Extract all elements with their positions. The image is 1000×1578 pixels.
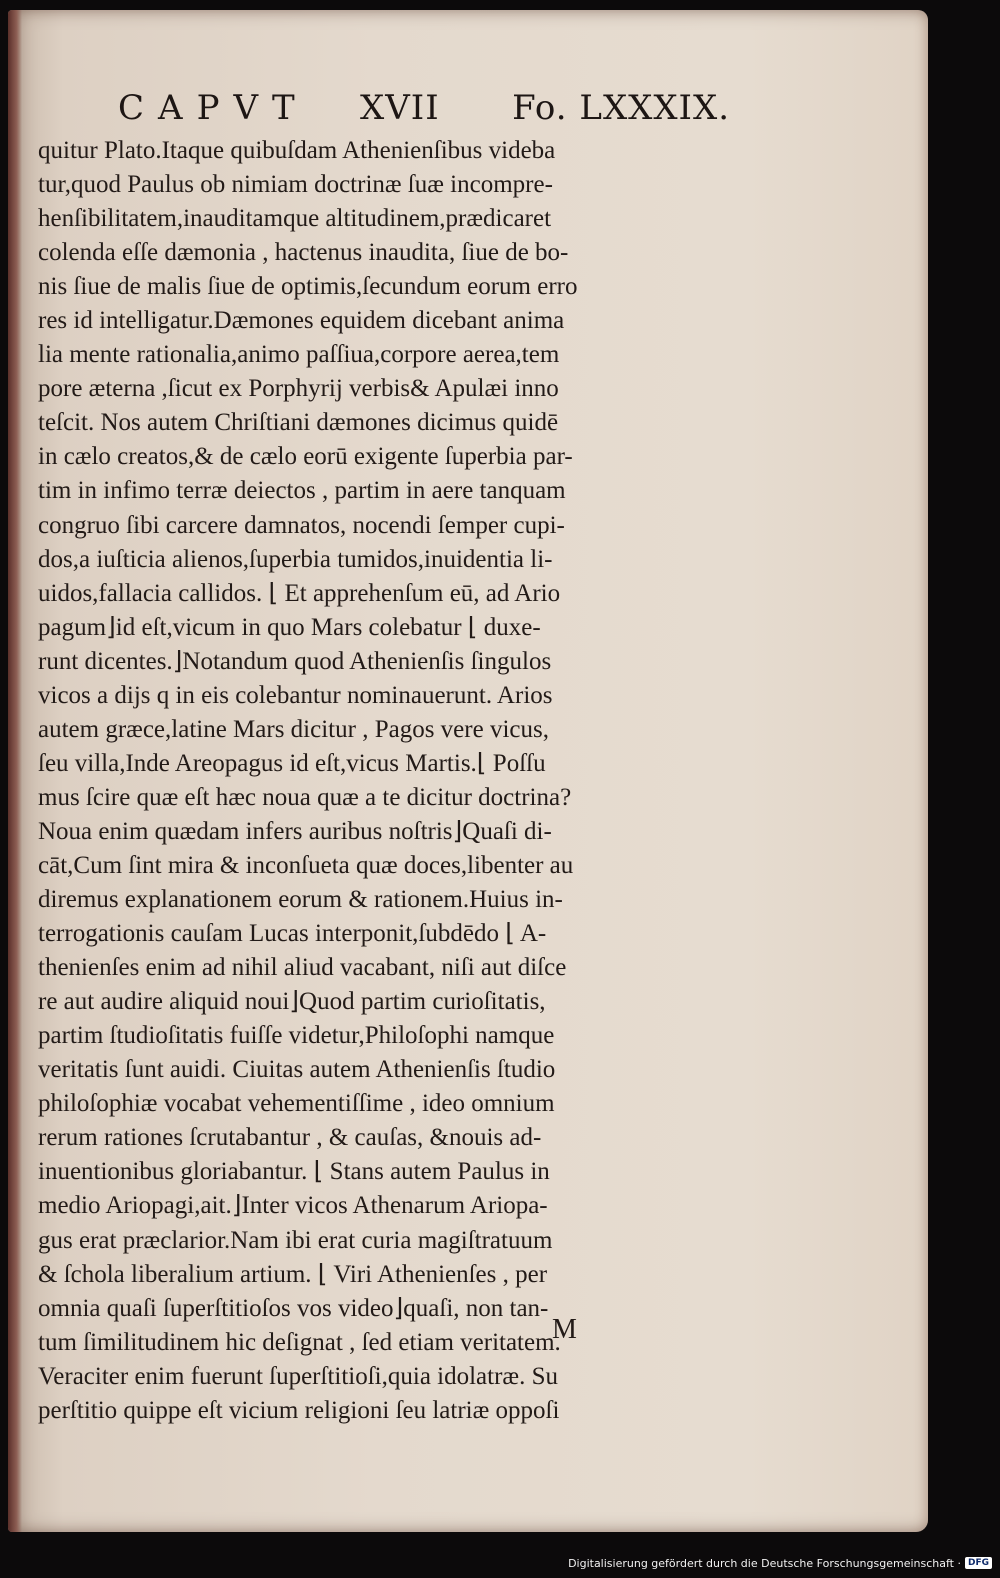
running-header: [118, 88, 730, 134]
text-line: vicos a dijs q in eis colebantur nominauerunt. Arios: [38, 681, 553, 709]
text-line: tim in infimo terræ deiectos , partim in aere tanquam: [38, 477, 566, 505]
body-text: [38, 134, 716, 1428]
text-line: Veraciter enim fuerunt ſuperſtitioſi,quia idolatræ. Su: [38, 1362, 559, 1390]
text-line: thenienſes enim ad nihil aliud vacabant, niſi aut diſce: [38, 954, 567, 982]
digitization-footer: [568, 1554, 992, 1572]
text-line: ſeu villa,Inde Areopagus id eſt,vicus Martis.⌊ Poſſu: [38, 749, 546, 777]
text-line: dos,a iuſticia alienos,ſuperbia tumidos,inuidentia li-: [38, 545, 553, 573]
text-line: Noua enim quædam infers auribus noſtris⌋Quaſi di-: [38, 817, 552, 845]
text-line: nis ſiue de malis ſiue de optimis,ſecundum eorum erro: [38, 273, 578, 301]
text-line: autem græce,latine Mars dicitur , Pagos vere vicus,: [38, 715, 549, 743]
text-line: omnia quaſi ſuperſtitioſos vos video⌋quaſi, non tan-: [38, 1294, 549, 1322]
text-line: inuentionibus gloriabantur. ⌊ Stans autem Paulus in: [38, 1158, 550, 1186]
text-line: terrogationis cauſam Lucas interponit,ſubdēdo ⌊ A-: [38, 920, 547, 948]
text-line: re aut audire aliquid noui⌋Quod partim curioſitatis,: [38, 988, 546, 1016]
text-line: henſibilitatem,inauditamque altitudinem,prædicaret: [38, 205, 552, 233]
text-line: colenda eſſe dæmonia , hactenus inaudita, ſiue de bo-: [38, 239, 569, 267]
text-line: gus erat præclarior.Nam ibi erat curia magiſtratuum: [38, 1226, 553, 1254]
text-line: congruo ſibi carcere damnatos, nocendi ſemper cupi-: [38, 511, 565, 539]
text-line: tur,quod Paulus ob nimiam doctrinæ ſuæ incompre-: [38, 171, 553, 199]
text-line: uidos,fallacia callidos. ⌊ Et apprehenſum eū, ad Ario: [38, 579, 561, 607]
text-line: rerum rationes ſcrutabantur , & cauſas, &nouis ad-: [38, 1124, 542, 1152]
text-line: tum ſimilitudinem hic deſignat , ſed etiam veritatem.: [38, 1328, 561, 1356]
text-line: quitur Plato.Itaque quibuſdam Athenienſibus videba: [38, 137, 556, 164]
text-line: medio Ariopagi,ait.⌋Inter vicos Athenarum Ariopa-: [38, 1192, 548, 1220]
text-line: perſtitio quippe eſt vicium religioni ſeu latriæ oppoſi: [38, 1396, 560, 1424]
text-line: veritatis ſunt auidi. Ciuitas autem Athenienſis ſtudio: [38, 1056, 556, 1084]
text-line: partim ſtudioſitatis fuiſſe videtur,Philoſophi namque: [38, 1022, 555, 1050]
footer-credit: Digitalisierung gefördert durch die Deutsche Forschungsgemeinschaft ·: [568, 1556, 961, 1570]
text-line: runt dicentes.⌋Notandum quod Athenienſis ſingulos: [38, 647, 552, 675]
running-title: CAPVT: [118, 88, 309, 128]
text-line: & ſchola liberalium artium. ⌊ Viri Athenienſes , per: [38, 1260, 548, 1288]
folio-number: Fo. LXXXIX.: [512, 88, 730, 128]
chapter-number: XVII: [360, 88, 440, 128]
text-line: res id intelligatur.Dæmones equidem dicebant anima: [38, 307, 565, 335]
text-line: pagum⌋id eſt,vicum in quo Mars colebatur ⌊ duxe-: [38, 613, 541, 641]
text-line: diremus explanationem eorum & rationem.Huius in-: [38, 886, 563, 914]
text-line: teſcit. Nos autem Chriſtiani dæmones dicimus quidē: [38, 409, 559, 437]
text-line: philoſophiæ vocabat vehementiſſime , ideo omnium: [38, 1090, 555, 1118]
catchword: M: [552, 1314, 577, 1345]
text-line: pore æterna ,ſicut ex Porphyrij verbis& Apulæi inno: [38, 375, 559, 403]
text-line: lia mente rationalia,animo paſſiua,corpore aerea,tem: [38, 341, 560, 369]
text-line: cāt,Cum ſint mira & inconſueta quæ doces,libenter au: [38, 851, 574, 879]
text-line: mus ſcire quæ eſt hæc noua quæ a te dicitur doctrina?: [38, 783, 572, 811]
text-line: in cælo creatos,& de cælo eorū exigente ſuperbia par-: [38, 443, 573, 471]
dfg-logo: DFG: [965, 1557, 992, 1569]
page-binding-edge: [8, 10, 22, 1532]
